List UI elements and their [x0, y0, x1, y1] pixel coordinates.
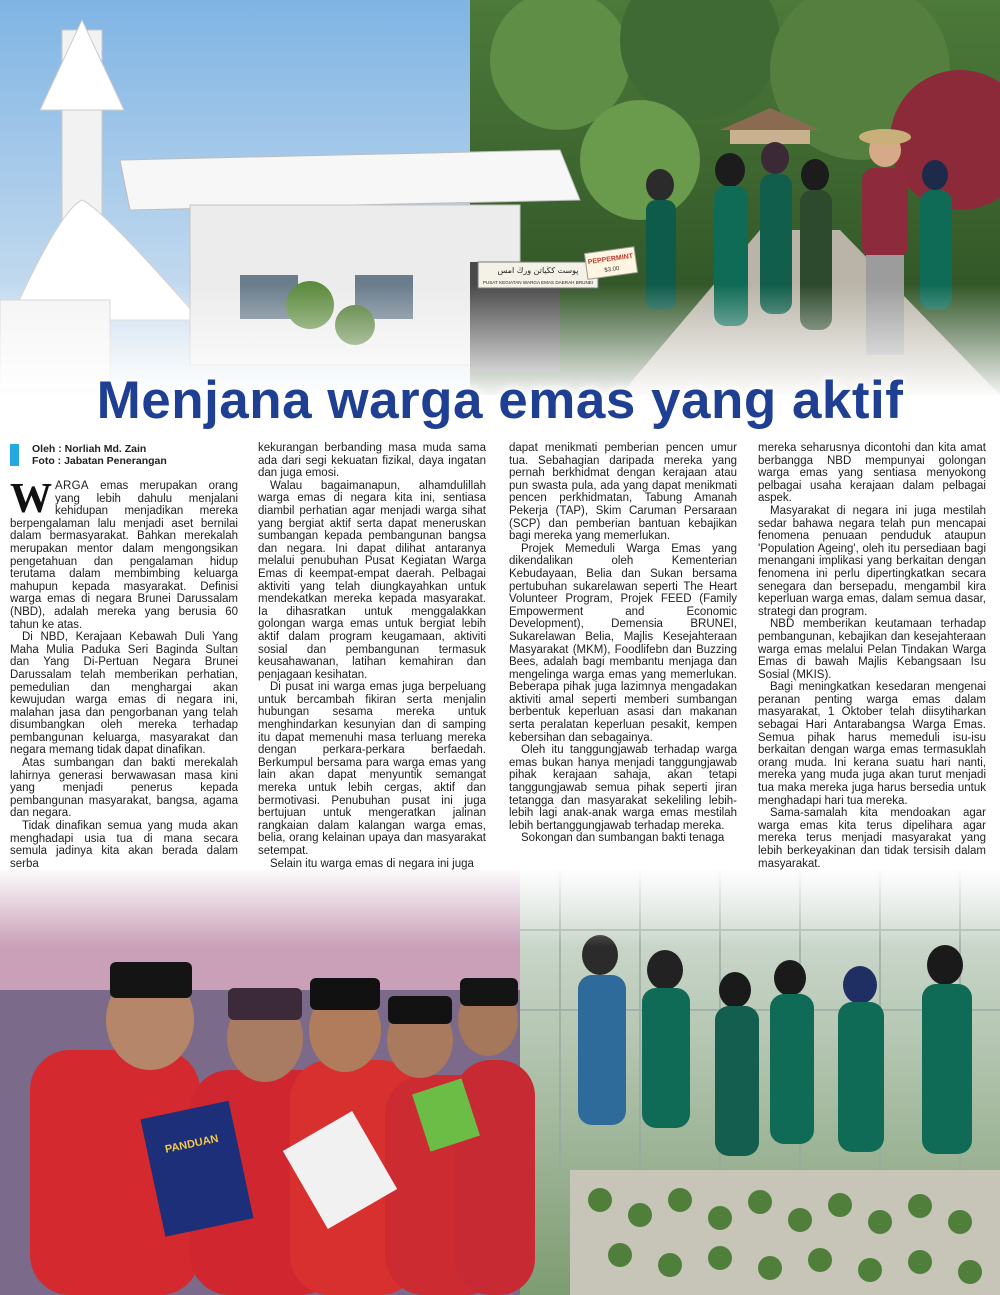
article-paragraph: NBD memberikan keutamaan terhadap pembangunan, kebajikan dan kesejahteraan warga emas melalui Pelan Tindakan Warga Emas di bawah Majlis Kebangsaan Isu Sosial (MKIS).	[758, 618, 986, 681]
article-paragraph: Projek Memeduli Warga Emas yang dikendalikan oleh Kementerian Kebudayaan, Belia dan Sukan bersama pertubuhan sukarelawan seperti The Heart Volunteer Program, Projek FEED (Family Empowerment and Economic Development), Demensia BRUNEI, Sukarelawan Belia, Majlis Kesejahteraan Masyarakat (MKM), Foodlifebn dan Buzzing Bees, adalah bagi membantu menjaga dan mengelinga warga emas yang memerlukan. Beberapa pihak juga lazimnya mengadakan aktiviti amal seperti memberi sumbangan berbentuk keperluan asasi dan makanan serta peralatan keperluan pesakit, kempen kebersihan dan sebagainya.	[509, 542, 737, 744]
byline	[10, 444, 250, 467]
lead-word: ARGA	[55, 480, 89, 492]
article-paragraph: Walau bagaimanapun, alhamdulillah warga emas di negara kita ini, sentiasa diambil perhatian agar menjadi warga sihat yang bergiat aktif serta dapat meneruskan sumbangan kepada pembangunan bangsa dan negara. Ini dapat dilihat antaranya melalui penubuhan Pusat Kegiatan Warga Emas di keempat-empat daerah. Pelbagai aktiviti yang telah diungkayahkan untuk mendekatkan mereka kepada masyarakat. Ia dihasratkan untuk menggalakkan golongan warga emas untuk bergiat lebih aktif dalam program keugamaan, aktiviti sosial dan pembangunan termasuk keusahawanan, latihan kemahiran dan penjagaan kesihatan.	[258, 479, 486, 681]
article-paragraph: dapat menikmati pemberian pencen umur tua. Sebahagian daripada mereka yang pernah berkhidmat dengan kerajaan atau pun swasta pula, ada yang dapat menikmati pencen perkhidmatan, Tabung Amanah Pekerja (TAP), Skim Caruman Persaraan (SCP) dan pemberian bantuan kebajikan bagi mereka yang memerlukan.	[509, 442, 737, 543]
paragraph-text: emas merupakan orang yang lebih dahulu menjalani kehidupan menjadikan mereka berpengalaman lalu menjadi aset bernilai dalam bermasyarakat. Bahkan merekalah merupakan mentor dalam mengongsikan pengetahuan dan pengalaman hidup terutama dalam membimbing keluarga mahupun kepada masyarakat. Definisi warga emas di negara Brunei Darussalam (NBD), adalah mereka yang berusia 60 tahun ke atas.	[10, 480, 238, 631]
article-column-1	[10, 476, 238, 870]
article-paragraph: Di pusat ini warga emas juga berpeluang untuk bercambah fikiran serta menjalin hubungan sesama mereka untuk menghindarkan kesunyian dan di samping itu dapat memenuhi masa terluang mereka dengan perkara-perkara berfaedah. Berkumpul bersama para warga emas yang lain akan dapat menyuntik semangat mereka untuk lebih cergas, aktif dan bermotivasi. Penubuhan pusat ini juga bertujuan untuk mengeratkan jalinan rangkaian dalam kalangan warga emas, belia, orang kelainan upaya dan masyarakat setempat.	[258, 681, 486, 857]
article-paragraph: Oleh itu tanggungjawab terhadap warga emas bukan hanya menjadi tanggungjawab pihak kerajaan sahaja, akan tetapi tanggungjawab semua pihak seperti jiran tetangga dan masyarakat sekeliling lebih-lebih lagi anak-anak warga emas mestilah lebih bertanggungjawab terhadap mereka.	[509, 744, 737, 832]
article-column-4	[758, 442, 986, 870]
article-paragraph: Sokongan dan sumbangan bakti tenaga	[521, 832, 725, 845]
article-paragraph: Masyarakat di negara ini juga mestilah sedar bahawa negara telah pun mencapai fenomena penuaan penduduk ataupun 'Population Ageing', oleh itu persediaan bagi menangani implikasi yang berkaitan dengan fenomena ini perlu dipertingkatkan secara senegara dan bersepadu, mengambil kira keperluan warga emas, dalam semua dasar, strategi dan program.	[758, 504, 986, 618]
article-paragraph	[10, 476, 238, 631]
article-paragraph: Bagi meningkatkan kesedaran mengenai peranan penting warga emas dalam masyarakat, 1 Oktober telah diisytiharkan sebagai Hari Antarabangsa Warga Emas. Semua pihak harus memeduli isu-isu berkaitan dengan warga emas termasuklah orang muda. Ini kerana suatu hari nanti, mereka yang muda juga akan turut menjadi tua maka mereka juga harus bersedia untuk menghadapi hari tua mereka.	[758, 681, 986, 807]
byline-author: Oleh : Norliah Md. Zain	[32, 443, 147, 455]
article-column-2	[258, 442, 486, 870]
top-photo-illustration	[0, 0, 1000, 395]
byline-accent-bar	[10, 444, 19, 466]
article-paragraph: mereka seharusnya dicontohi dan kita amat berbangga NBD mempunyai golongan warga emas yang sentiasa menyokong pelbagai usaha kerajaan dalam pelbagai aspek.	[758, 442, 986, 505]
article-paragraph: kekurangan berbanding masa muda sama ada dari segi kekuatan fizikal, daya ingatan dan juga emosi.	[258, 442, 486, 480]
article-paragraph: Selain itu warga emas di negara ini juga	[270, 857, 474, 870]
article-paragraph: Tidak dinafikan semua yang muda akan menghadapi usia tua di mana secara semula jadinya kita akan berada dalam serba	[10, 820, 238, 870]
byline-photo-credit: Foto : Jabatan Penerangan	[32, 454, 167, 467]
article-column-3	[509, 442, 737, 845]
article-paragraph: Di NBD, Kerajaan Kebawah Duli Yang Maha Mulia Paduka Seri Baginda Sultan dan Yang Di-Pertuan Negara Brunei Darussalam telah memberikan perhatian, pemedulian dan menghargai akan kewujudan warga emas di negara ini, malahan jasa dan pengorbanan yang telah disumbangkan oleh mereka terhadap pembangunan keluarga, masyarakat dan negara memang tidak dapat dinafikan.	[10, 631, 238, 757]
dropcap: W	[10, 476, 52, 522]
bottom-photo-collage	[0, 870, 1000, 1295]
article-paragraph: Sama-samalah kita mendoakan agar warga emas kita terus dipelihara agar mereka terus menjadi masyarakat yang lebih berkeyakinan dan tidak tersisih dalam masyarakat.	[758, 807, 986, 870]
top-photo-collage	[0, 0, 1000, 395]
bottom-photo-illustration	[0, 870, 1000, 1295]
page-headline: Menjana warga emas yang aktif	[96, 371, 904, 430]
article-paragraph: Atas sumbangan dan bakti merekalah lahirnya generasi berwawasan masa kini yang menjadi penerus kepada pembangunan masyarakat, bangsa, agama dan negara.	[10, 757, 238, 820]
